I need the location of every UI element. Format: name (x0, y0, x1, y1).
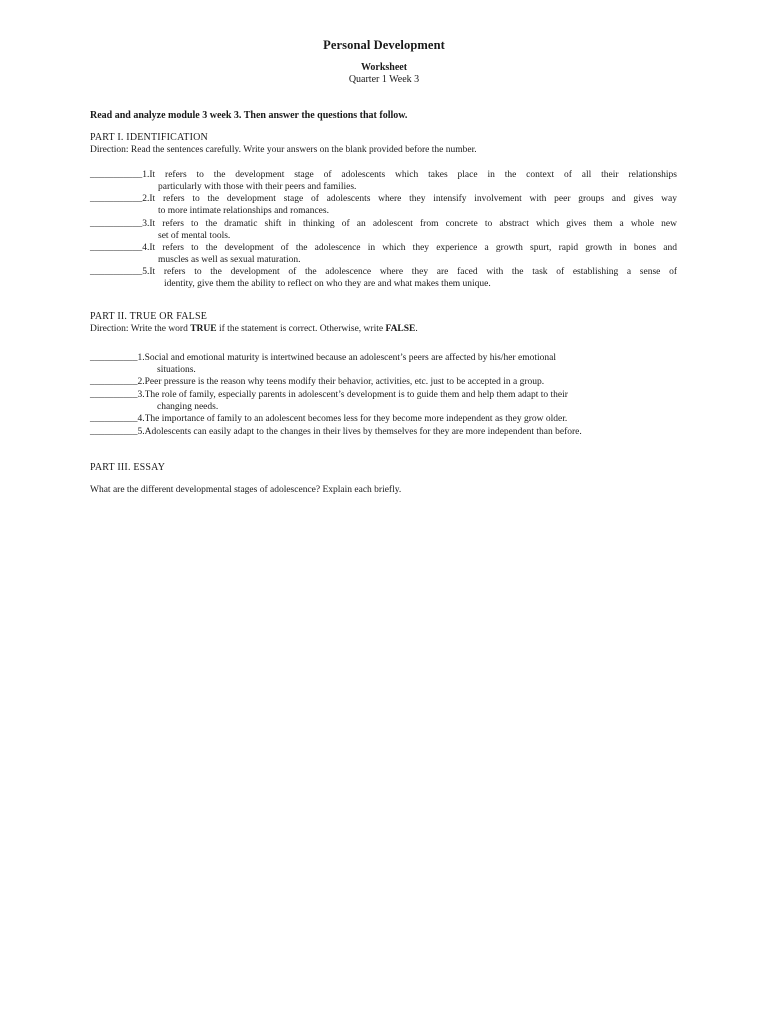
part3-heading: PART III. ESSAY (90, 462, 166, 473)
item-text-continued: situations. (157, 365, 196, 375)
item-number: 4. (137, 414, 145, 424)
item-text: It refers to the development of the adolescence in which they experience a growth spurt, rapid growth in bones and (149, 243, 677, 253)
part1-heading: PART I. IDENTIFICATION (90, 132, 208, 143)
answer-blank: ___________ (90, 170, 143, 180)
keyword-false: FALSE (385, 324, 416, 334)
item-text: Adolescents can easily adapt to the changes in their lives by themselves for they are more independent than before. (144, 427, 582, 437)
answer-blank: __________ (90, 427, 138, 437)
item-number: 2. (142, 194, 150, 204)
item-number: 1. (142, 170, 150, 180)
general-instruction: Read and analyze module 3 week 3. Then answer the questions that follow. (90, 110, 408, 121)
identification-item (90, 169, 677, 193)
true-false-item (90, 352, 677, 376)
item-text: Peer pressure is the reason why teens modify their behavior, activities, etc. just to be accepted in a group. (144, 377, 545, 387)
keyword-true: TRUE (190, 324, 217, 334)
identification-item (90, 242, 677, 266)
essay-question: What are the different developmental stages of adolescence? Explain each briefly. (90, 485, 402, 495)
item-number: 5. (137, 427, 145, 437)
item-text-continued: set of mental tools. (158, 231, 231, 241)
answer-blank: __________ (90, 390, 138, 400)
item-text-continued: identity, give them the ability to reflect on who they are and what makes them unique. (164, 279, 491, 289)
true-false-item (90, 426, 677, 438)
answer-blank: ___________ (90, 243, 143, 253)
identification-item (90, 218, 677, 242)
part2-heading: PART II. TRUE OR FALSE (90, 311, 208, 322)
item-number: 3. (142, 219, 150, 229)
item-text: The importance of family to an adolescent becomes less for they become more independent as they grow older. (144, 414, 568, 424)
answer-blank: ___________ (90, 194, 143, 204)
item-number: 2. (137, 377, 145, 387)
item-text: It refers to the development of the adolescence where they are faced with the task of establishing a sense of (149, 267, 677, 277)
item-text-continued: changing needs. (157, 402, 219, 412)
answer-blank: __________ (90, 414, 138, 424)
item-text-continued: to more intimate relationships and romances. (158, 206, 329, 216)
document-title: Personal Development (323, 38, 445, 52)
quarter-label: Quarter 1 Week 3 (348, 74, 420, 85)
item-text: It refers to the development stage of adolescents which takes place in the context of all their relationships (149, 170, 677, 180)
item-number: 5. (142, 267, 150, 277)
item-number: 1. (137, 353, 145, 363)
item-text: It refers to the development stage of adolescents where they intensify involvement with peer groups and gives way (149, 194, 677, 204)
document-subtitle: Worksheet (360, 62, 408, 73)
identification-item (90, 193, 677, 217)
answer-blank: __________ (90, 377, 138, 387)
true-false-item (90, 376, 677, 388)
answer-blank: __________ (90, 353, 138, 363)
item-number: 4. (142, 243, 150, 253)
item-text-continued: particularly with those with their peers and families. (158, 182, 357, 192)
true-false-item (90, 389, 677, 413)
item-text: The role of family, especially parents in adolescent’s development is to guide them and help them adapt to their (144, 390, 568, 400)
part2-direction: Direction: Write the word TRUE if the statement is correct. Otherwise, write FALSE. (90, 324, 418, 334)
item-text: It refers to the dramatic shift in thinking of an adolescent from concrete to abstract which gives them a whole new (149, 219, 677, 229)
item-number: 3. (137, 390, 145, 400)
answer-blank: ___________ (90, 267, 143, 277)
item-text-continued: muscles as well as sexual maturation. (158, 255, 301, 265)
answer-blank: ___________ (90, 219, 143, 229)
true-false-item (90, 413, 677, 425)
part1-direction: Direction: Read the sentences carefully. Write your answers on the blank provided before the number. (90, 145, 477, 155)
identification-item (90, 266, 677, 290)
item-text: Social and emotional maturity is intertwined because an adolescent’s peers are affected by his/her emotional (144, 353, 556, 363)
